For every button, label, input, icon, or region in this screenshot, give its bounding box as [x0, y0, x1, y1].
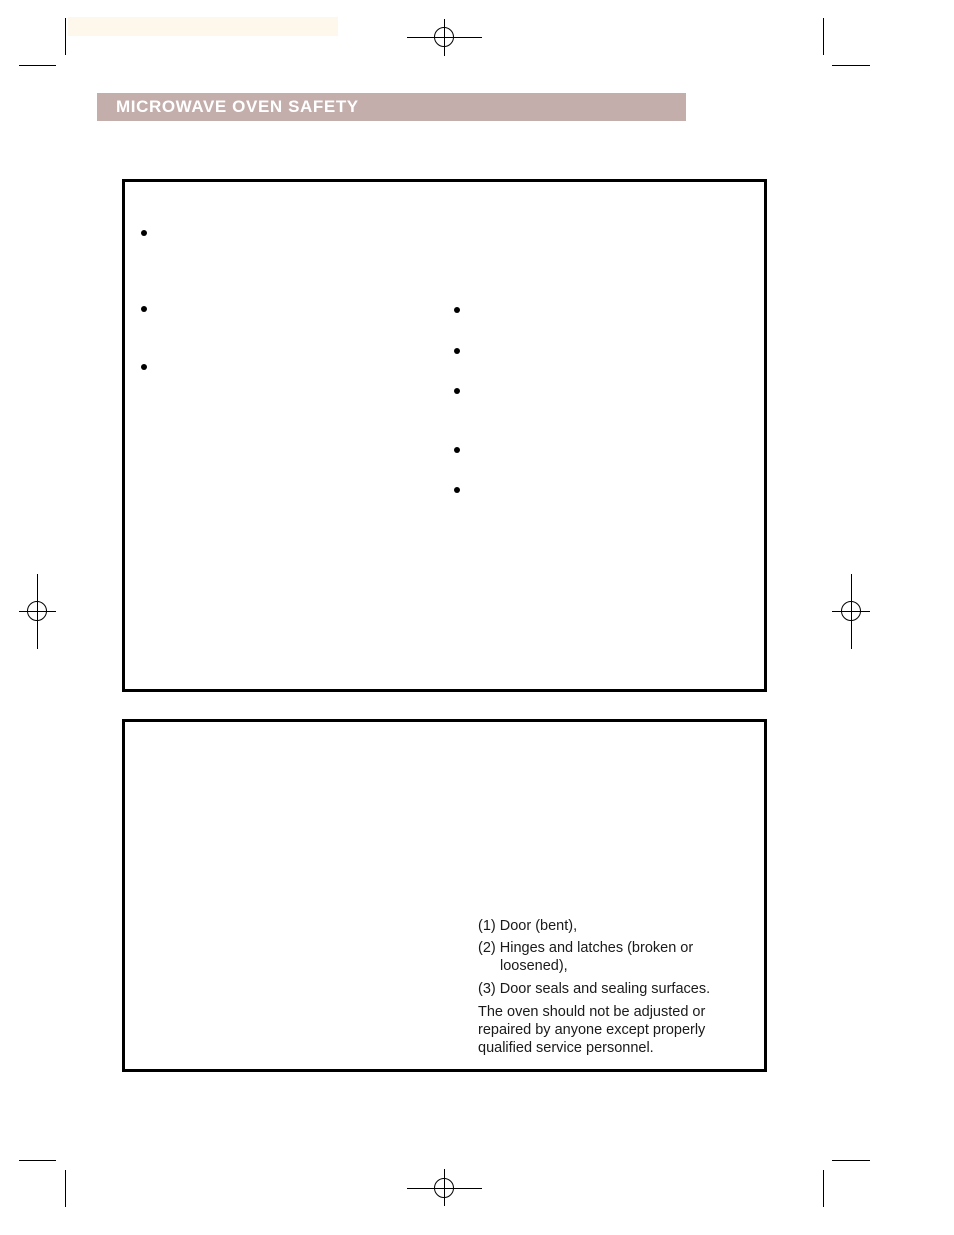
bullet-point: [454, 388, 460, 394]
inspection-note-line: qualified service personnel.: [478, 1040, 654, 1056]
crop-mark-top-left-horizontal: [19, 65, 56, 66]
inspection-note-line: repaired by anyone except properly: [478, 1022, 706, 1038]
page-title: MICROWAVE OVEN SAFETY: [116, 97, 359, 116]
bullet-point: [454, 307, 460, 313]
bullet-point: [454, 487, 460, 493]
inspection-item-door: (1) Door (bent),: [478, 918, 578, 934]
inspection-note-line: The oven should not be adjusted or: [478, 1004, 706, 1020]
bullet-point: [454, 348, 460, 354]
registration-target-top-icon: [434, 27, 454, 47]
crop-mark-bottom-left-vertical: [65, 1170, 66, 1207]
crop-mark-top-left-vertical: [65, 18, 66, 55]
bullet-point: [141, 230, 147, 236]
registration-target-bottom-icon: [434, 1178, 454, 1198]
precautions-box: [122, 179, 767, 692]
bullet-point: [141, 364, 147, 370]
inspection-item-hinges: (2) Hinges and latches (broken or: [478, 940, 694, 956]
registration-target-left-icon: [27, 601, 47, 621]
crop-mark-top-right-horizontal: [832, 65, 870, 66]
registration-target-right-icon: [841, 601, 861, 621]
crop-mark-bottom-left-horizontal: [19, 1160, 56, 1161]
top-tint-strip: [68, 17, 338, 36]
bullet-point: [141, 306, 147, 312]
inspection-item-hinges-cont: loosened),: [500, 958, 568, 974]
section-header-bar: [97, 93, 686, 121]
crop-mark-top-right-vertical: [823, 18, 824, 55]
crop-mark-bottom-right-horizontal: [832, 1160, 870, 1161]
crop-mark-bottom-right-vertical: [823, 1170, 824, 1207]
inspection-item-seals: (3) Door seals and sealing surfaces.: [478, 981, 711, 997]
bullet-point: [454, 447, 460, 453]
